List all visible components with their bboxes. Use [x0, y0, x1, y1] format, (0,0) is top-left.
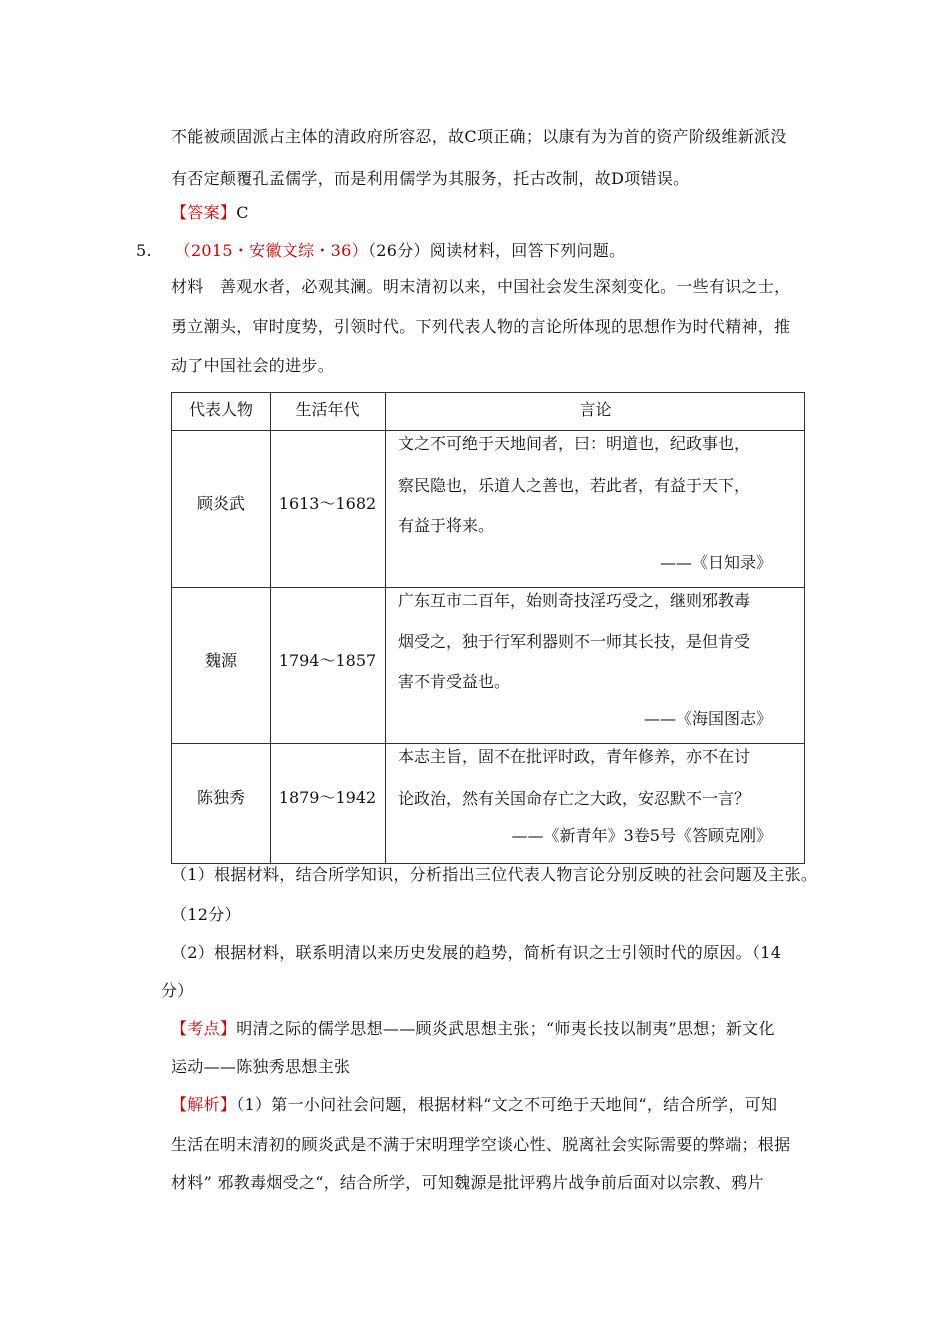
kaodian-text: 明清之际的儒学思想——顾炎武思想主张；“师夷长技以制夷”思想；新文化	[236, 1019, 775, 1038]
question-number: 5.	[136, 241, 152, 260]
row2-years: 1794～1857	[278, 651, 377, 670]
answer-line	[171, 202, 249, 224]
jiexi-label: 【解析】	[171, 1095, 237, 1114]
row1-quote-line-3: 有益于将来。	[398, 516, 495, 535]
row1-years: 1613～1682	[278, 494, 377, 513]
answer-value: C	[236, 203, 249, 222]
row3-source: ——《新青年》3卷5号《答顾克刚》	[511, 826, 772, 845]
question-source: （2015・安徽文综・36）	[174, 241, 368, 260]
q1-line-1: （1）根据材料，结合所学知识，分析指出三位代表人物言论分别反映的社会问题及主张。	[171, 865, 818, 884]
q1-line-2: （12分）	[171, 905, 241, 924]
jiexi-line-2: 生活在明末清初的顾炎武是不满于宋明理学空谈心性、脱离社会实际需要的弊端；根据	[171, 1135, 791, 1154]
kaodian-line-2: 运动——陈独秀思想主张	[171, 1057, 351, 1076]
row3-years: 1879～1942	[278, 788, 377, 807]
material-line-3: 动了中国社会的进步。	[171, 356, 335, 375]
jiexi-line-1	[171, 1094, 777, 1116]
jiexi-text: （1）第一小问社会问题，根据材料“文之不可绝于天地间“，结合所学，可知	[236, 1095, 778, 1114]
row3-person: 陈独秀	[196, 788, 245, 807]
header-quote: 言论	[579, 400, 612, 419]
row3-quote-line-1: 本志主旨，固不在批评时政，青年修养，亦不在讨	[398, 747, 751, 766]
row1-person: 顾炎武	[196, 494, 245, 513]
question-intro: （26分）阅读材料，回答下列问题。	[367, 241, 626, 260]
q2-line-1: （2）根据材料，联系明清以来历史发展的趋势，简析有识之士引领时代的原因。（14	[171, 943, 782, 962]
jiexi-line-3: 材料” 邪教毒烟受之“，结合所学，可知魏源是批评鸦片战争前后面对以宗教、鸦片	[171, 1173, 764, 1192]
row1-quote-line-2: 察民隐也，乐道人之善也，若此者，有益于天下，	[398, 476, 751, 495]
row2-quote-line-2: 烟受之，独于行军利器则不一师其长技，是但肯受	[398, 632, 751, 651]
prev-text-line-2: 有否定颠覆孔孟儒学，而是利用儒学为其服务，托古改制，故D项错误。	[171, 169, 690, 188]
question-header	[136, 240, 625, 262]
row3-quote-line-2: 论政治，然有关国命存亡之大政，安忍默不一言？	[398, 789, 751, 808]
representatives-table	[171, 392, 805, 864]
row2-quote-line-3: 害不肯受益也。	[398, 672, 511, 691]
header-years: 生活年代	[295, 400, 360, 419]
kaodian-label: 【考点】	[171, 1019, 237, 1038]
answer-label: 【答案】	[171, 203, 237, 222]
row2-source: ——《海国图志》	[643, 709, 772, 728]
kaodian-line-1	[171, 1018, 775, 1040]
row1-source: ——《日知录》	[659, 553, 772, 572]
row1-quote-line-1: 文之不可绝于天地间者，曰：明道也，纪政事也，	[398, 434, 751, 453]
prev-text-line-1: 不能被顽固派占主体的清政府所容忍，故C项正确；以康有为为首的资产阶级维新派没	[171, 127, 787, 146]
material-line-2: 勇立潮头，审时度势，引领时代。下列代表人物的言论所体现的思想作为时代精神，推	[171, 317, 791, 336]
header-person: 代表人物	[188, 400, 253, 419]
q2-line-2: 分）	[161, 981, 194, 1000]
row2-person: 魏源	[204, 651, 237, 670]
material-line-1: 材料 善观水者，必观其澜。明末清初以来，中国社会发生深刻变化。一些有识之士，	[171, 277, 791, 296]
row2-quote-line-1: 广东互市二百年，始则奇技淫巧受之，继则邪教毒	[398, 591, 751, 610]
